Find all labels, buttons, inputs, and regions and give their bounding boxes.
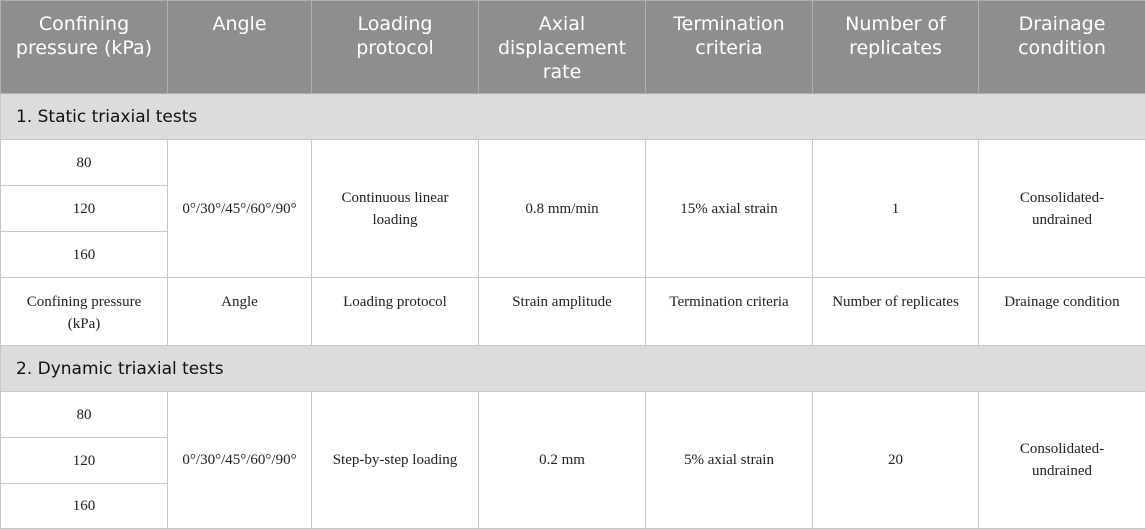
header-loading-protocol: Loading protocol: [312, 1, 479, 94]
static-termination-cell: 15% axial strain: [646, 140, 813, 278]
static-rate-cell: 0.8 mm/min: [479, 140, 646, 278]
table-row: [1, 140, 1145, 186]
subheader-strain-amplitude: Strain amplitude: [479, 278, 646, 346]
static-drainage-text: Consolidated-undrained: [1012, 187, 1112, 231]
dynamic-loading-cell: Step-by-step loading: [312, 392, 479, 529]
subheader-row: [1, 278, 1145, 346]
dynamic-drainage-cell: [979, 392, 1145, 529]
static-angle-cell: 0°/30°/45°/60°/90°: [168, 140, 312, 278]
static-loading-cell: [312, 140, 479, 278]
subheader-number-of-replicates: Number of replicates: [813, 278, 979, 346]
dynamic-angle-cell: 0°/30°/45°/60°/90°: [168, 392, 312, 529]
static-replicates-cell: 1: [813, 140, 979, 278]
static-drainage-cell: [979, 140, 1145, 278]
header-row: [1, 1, 1145, 94]
header-drainage-condition: Drainage condition: [979, 1, 1145, 94]
section-title-static: 1. Static triaxial tests: [1, 94, 1145, 140]
subheader-drainage-condition: Drainage condition: [979, 278, 1145, 346]
header-confining-pressure: Confining pressure (kPa): [1, 1, 168, 94]
dynamic-amplitude-cell: 0.2 mm: [479, 392, 646, 529]
section-row-dynamic: [1, 346, 1145, 392]
header-angle: Angle: [168, 1, 312, 94]
subheader-confining-pressure: [1, 278, 168, 346]
subheader-loading-protocol: Loading protocol: [312, 278, 479, 346]
subheader-confining-pressure-text: Confining pressure (kPa): [19, 291, 149, 335]
dynamic-pressure-cell: 120: [1, 438, 168, 484]
static-pressure-cell: 120: [1, 186, 168, 232]
static-pressure-cell: 80: [1, 140, 168, 186]
header-number-of-replicates: Number of replicates: [813, 1, 979, 94]
section-row-static: [1, 94, 1145, 140]
subheader-angle: Angle: [168, 278, 312, 346]
dynamic-pressure-cell: 80: [1, 392, 168, 438]
section-title-dynamic: 2. Dynamic triaxial tests: [1, 346, 1145, 392]
static-pressure-cell: 160: [1, 232, 168, 278]
dynamic-pressure-cell: 160: [1, 484, 168, 529]
dynamic-termination-cell: 5% axial strain: [646, 392, 813, 529]
dynamic-drainage-text: Consolidated-undrained: [1012, 438, 1112, 482]
header-termination-criteria: Termination criteria: [646, 1, 813, 94]
table-row: [1, 392, 1145, 438]
subheader-termination-criteria: Termination criteria: [646, 278, 813, 346]
header-axial-displacement-rate: Axial displacement rate: [479, 1, 646, 94]
static-loading-text: Continuous linear loading: [335, 187, 455, 231]
dynamic-replicates-cell: 20: [813, 392, 979, 529]
